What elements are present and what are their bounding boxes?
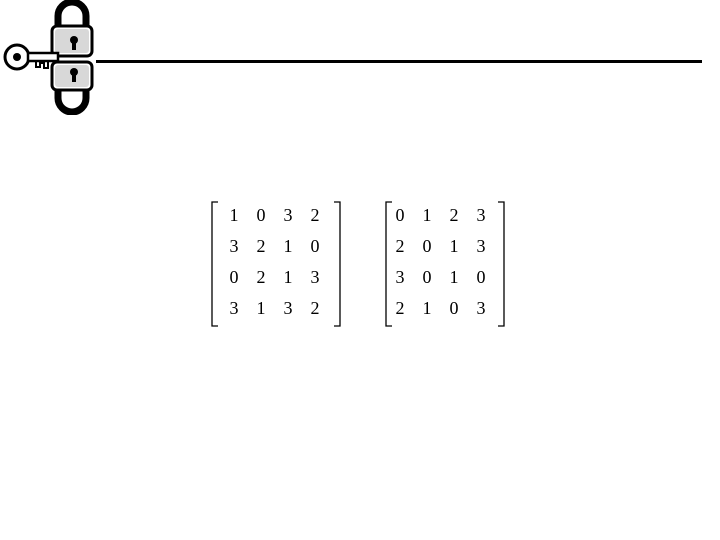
padlock-key-logo-icon	[0, 0, 110, 115]
s0-cell: 2	[310, 298, 320, 318]
s0-cell: 0	[310, 236, 320, 256]
s1-cell: 1	[449, 236, 459, 256]
s1-cell: 2	[395, 236, 405, 256]
s0-cell: 2	[310, 205, 320, 225]
s0-cell: 3	[283, 205, 293, 225]
s1-cell: 3	[476, 298, 486, 318]
sbox-matrices	[170, 198, 510, 330]
s1-matrix	[386, 202, 504, 326]
s1-cell: 3	[476, 205, 486, 225]
s1-cell: 1	[449, 267, 459, 287]
s1-cell: 1	[422, 298, 432, 318]
s1-cell: 0	[422, 267, 432, 287]
s0-cell: 1	[283, 267, 293, 287]
s0-cell: 2	[256, 267, 266, 287]
s1-cell: 3	[395, 267, 405, 287]
s0-cell: 2	[256, 236, 266, 256]
s0-cell: 0	[256, 205, 266, 225]
s0-cell: 3	[229, 298, 239, 318]
s1-cell: 2	[395, 298, 405, 318]
s1-cell: 0	[395, 205, 405, 225]
s1-cell: 0	[422, 236, 432, 256]
s0-cell: 3	[229, 236, 239, 256]
s1-cell: 1	[422, 205, 432, 225]
s0-cell: 0	[229, 267, 239, 287]
s0-matrix	[212, 202, 340, 326]
s0-cell: 3	[283, 298, 293, 318]
s0-cell: 1	[256, 298, 266, 318]
s1-cell: 3	[476, 236, 486, 256]
s1-cell: 0	[476, 267, 486, 287]
s1-cell: 2	[449, 205, 459, 225]
s0-cell: 1	[283, 236, 293, 256]
title-divider	[96, 60, 702, 63]
s0-cell: 3	[310, 267, 320, 287]
s1-cell: 0	[449, 298, 459, 318]
s0-cell: 1	[229, 205, 239, 225]
